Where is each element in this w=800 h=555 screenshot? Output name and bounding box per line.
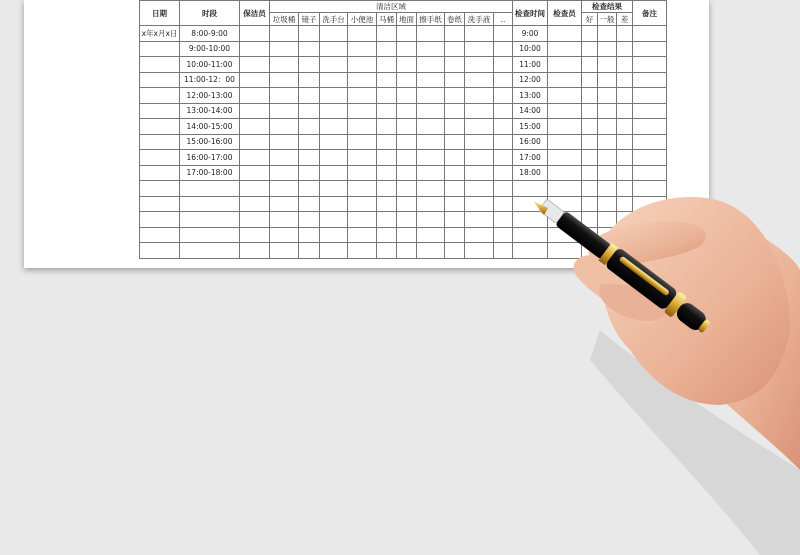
check-time-cell[interactable]: 18:00 <box>513 165 548 181</box>
header-area-toilet: 马桶 <box>377 13 397 26</box>
period-cell[interactable]: 15:00-16:00 <box>180 134 240 150</box>
header-area-hand-towel: 擦手纸 <box>417 13 445 26</box>
period-cell[interactable]: 12:00-13:00 <box>180 88 240 104</box>
check-time-cell[interactable]: 15:00 <box>513 119 548 135</box>
check-time-cell[interactable]: 16:00 <box>513 134 548 150</box>
check-time-cell[interactable]: 12:00 <box>513 72 548 88</box>
check-time-cell[interactable]: 10:00 <box>513 41 548 57</box>
header-result-average: 一般 <box>599 14 615 24</box>
check-time-cell[interactable]: 13:00 <box>513 88 548 104</box>
period-cell[interactable]: 11:00-12：00 <box>180 72 240 88</box>
header-period: 时段 <box>180 1 240 26</box>
date-cell[interactable]: x年x月x日 <box>140 26 180 42</box>
check-time-cell[interactable]: 17:00 <box>513 150 548 166</box>
header-remarks: 备注 <box>633 1 667 26</box>
period-cell[interactable]: 9:00-10:00 <box>180 41 240 57</box>
period-cell[interactable]: 16:00-17:00 <box>180 150 240 166</box>
period-cell[interactable]: 13:00-14:00 <box>180 103 240 119</box>
check-time-cell[interactable]: 14:00 <box>513 103 548 119</box>
header-area-trash-can: 垃圾桶 <box>270 13 299 26</box>
header-check-time: 检查时间 <box>513 1 548 26</box>
period-cell[interactable]: 17:00-18:00 <box>180 165 240 181</box>
header-check-result: 检查结果 <box>582 1 633 13</box>
check-time-cell[interactable]: 11:00 <box>513 57 548 73</box>
header-area-more: .. <box>494 13 513 26</box>
period-cell[interactable]: 14:00-15:00 <box>180 119 240 135</box>
header-result-poor: 差 <box>617 13 633 26</box>
period-cell[interactable]: 8:00-9:00 <box>180 26 240 42</box>
check-time-cell[interactable]: 9:00 <box>513 26 548 42</box>
header-area-sink: 洗手台 <box>320 13 348 26</box>
header-area-toilet-paper: 卷纸 <box>445 13 465 26</box>
header-area-mirror: 镜子 <box>299 13 320 26</box>
header-date: 日期 <box>140 1 180 26</box>
header-result-good: 好 <box>582 13 598 26</box>
header-cleaner: 保洁员 <box>240 1 270 26</box>
header-area-floor: 地面 <box>397 13 417 26</box>
header-inspector: 检查员 <box>548 1 582 26</box>
header-area-hand-soap: 洗手液 <box>465 13 494 26</box>
header-area-urinal: 小便池 <box>348 13 377 26</box>
period-cell[interactable]: 10:00-11:00 <box>180 57 240 73</box>
header-cleaning-area: 清洁区域 <box>270 1 513 13</box>
